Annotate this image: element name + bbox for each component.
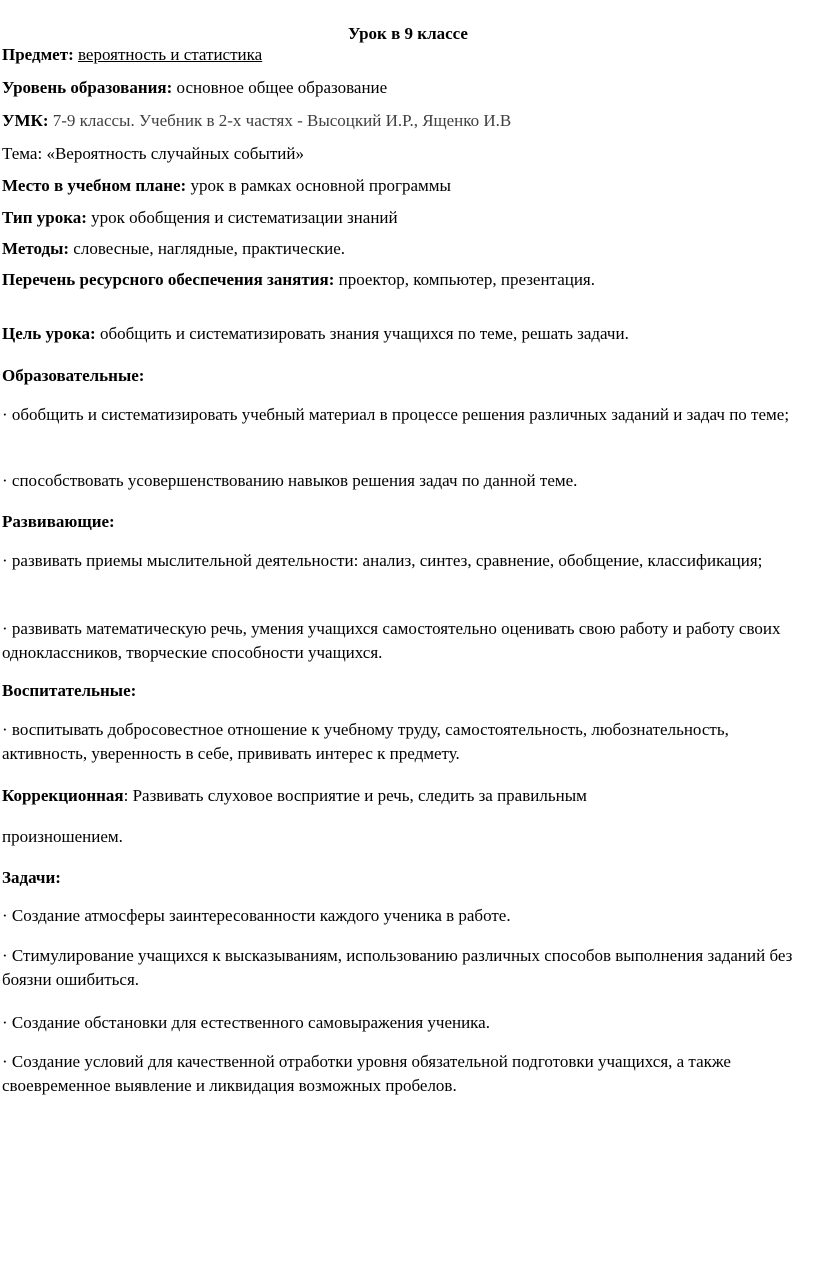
subject-line <box>2 45 262 65</box>
developing-item: · развивать приемы мыслительной деятельности: анализ, синтез, сравнение, обобщение, классификация; <box>2 551 763 570</box>
umk-label: УМК: <box>2 111 49 130</box>
goal-value: обобщить и систематизировать знания учащихся по теме, решать задачи. <box>99 324 629 343</box>
educational-heading: Образовательные: <box>2 366 145 385</box>
resources-line <box>2 270 595 290</box>
umk-value: 7-9 классы. Учебник в 2-х частях - Высоцкий И.Р., Ященко И.В <box>52 111 512 130</box>
resources-value: проектор, компьютер, презентация. <box>338 270 596 289</box>
correction-value: : Развивать слуховое восприятие и речь, следить за правильным <box>123 786 587 805</box>
methods-label: Методы: <box>2 239 70 258</box>
developing-item: · развивать математическую речь, умения учащихся самостоятельно оценивать свою работу и работу своих одноклассников, творческие способности учащихся. <box>2 619 781 662</box>
upbringing-item: · воспитывать добросовестное отношение к учебному труду, самостоятельность, любознательность, активность, уверенность в себе, прививать интерес к предмету. <box>2 720 729 763</box>
tasks-item: · Создание атмосферы заинтересованности каждого ученика в работе. <box>2 906 511 925</box>
goal-line <box>2 324 629 344</box>
topic-line: Тема: «Вероятность случайных событий» <box>2 144 304 163</box>
tasks-item: · Стимулирование учащихся к высказываниям, использованию различных способов выполнения заданий без боязни ошибиться. <box>2 946 793 989</box>
subject-label: Предмет: <box>2 45 74 64</box>
page-title: Урок в 9 классе <box>348 24 468 43</box>
correction-line <box>2 786 587 806</box>
lesson-type-label: Тип урока: <box>2 208 87 227</box>
goal-label: Цель урока: <box>2 324 96 343</box>
educational-item: · обобщить и систематизировать учебный материал в процессе решения различных заданий и задач по теме; <box>2 405 790 424</box>
lesson-type-line <box>2 208 398 228</box>
place-value: урок в рамках основной программы <box>190 176 451 195</box>
level-label: Уровень образования: <box>2 78 173 97</box>
subject-value: вероятность и статистика <box>78 45 263 64</box>
level-line <box>2 78 387 98</box>
developing-heading: Развивающие: <box>2 512 115 531</box>
upbringing-heading: Воспитательные: <box>2 681 137 700</box>
tasks-item: · Создание обстановки для естественного самовыражения ученика. <box>2 1013 490 1032</box>
correction-label: Коррекционная <box>2 786 124 805</box>
tasks-item: · Создание условий для качественной отработки уровня обязательной подготовки учащихся, а также своевременное выявление и ликвидация возможных пробелов. <box>2 1052 731 1095</box>
umk-line <box>2 111 511 131</box>
place-line <box>2 176 451 196</box>
correction-continuation: произношением. <box>2 827 123 846</box>
tasks-heading: Задачи: <box>2 868 61 887</box>
methods-line <box>2 239 345 259</box>
methods-value: словесные, наглядные, практические. <box>73 239 346 258</box>
resources-label: Перечень ресурсного обеспечения занятия: <box>2 270 335 289</box>
level-value: основное общее образование <box>176 78 388 97</box>
educational-item: · способствовать усовершенствованию навыков решения задач по данной теме. <box>2 471 578 490</box>
place-label: Место в учебном плане: <box>2 176 187 195</box>
lesson-type-value: урок обобщения и систематизации знаний <box>91 208 398 227</box>
